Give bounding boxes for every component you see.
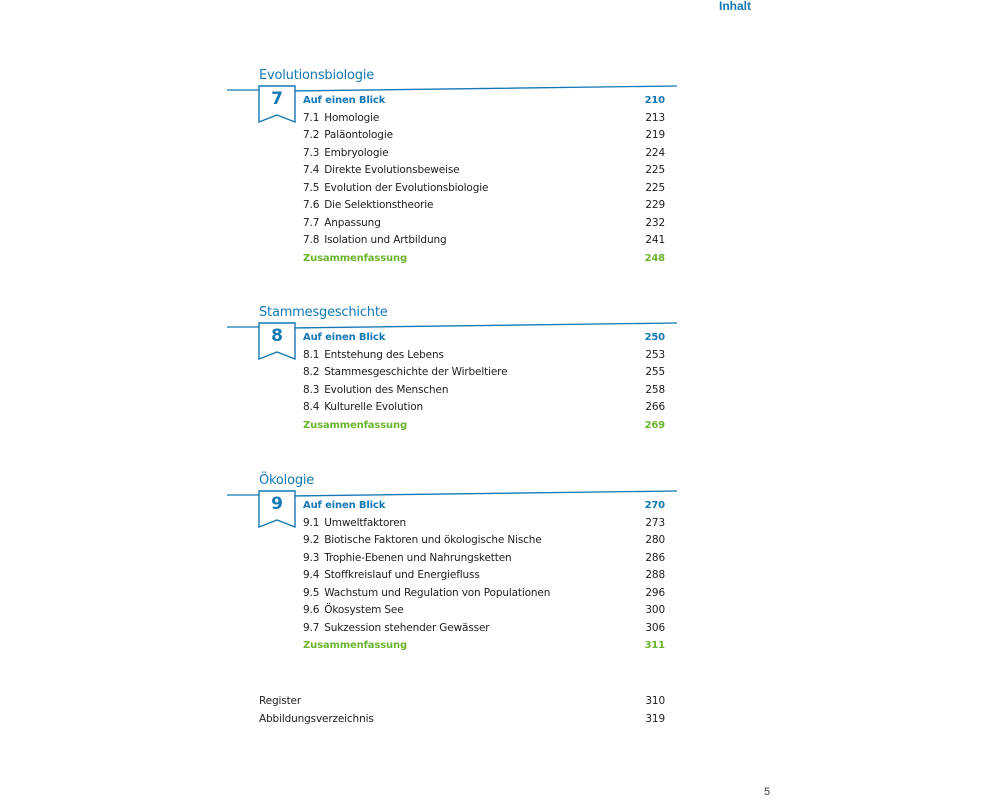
chapter-number: 7 — [271, 89, 283, 109]
entry-label: Auf einen Blick — [303, 332, 386, 343]
appendix-entry-figures[interactable] — [259, 711, 665, 729]
toc-intro-entry[interactable] — [303, 92, 665, 110]
entry-page: 210 — [644, 95, 665, 106]
entry-number: 8.2 — [303, 366, 320, 378]
toc-intro-entry[interactable] — [303, 329, 665, 347]
toc-entry[interactable] — [303, 110, 665, 128]
toc-entry[interactable] — [303, 180, 665, 198]
entry-page: 296 — [645, 586, 665, 599]
entry-label: Umweltfaktoren — [324, 516, 407, 529]
entry-label: Die Selektionstheorie — [324, 199, 434, 211]
entry-label: Zusammenfassung — [303, 252, 407, 264]
page-number: 5 — [764, 786, 771, 798]
entry-number: 8.3 — [303, 383, 320, 396]
entry-page: 310 — [645, 695, 665, 707]
entry-page: 250 — [644, 332, 665, 343]
entry-number: 9.7 — [303, 621, 320, 634]
toc-entry[interactable] — [303, 620, 665, 638]
entry-number: 8.1 — [303, 348, 320, 361]
toc-intro-entry[interactable] — [303, 497, 665, 515]
toc-entry[interactable] — [303, 382, 665, 400]
entry-label: Biotische Faktoren und ökologische Nische — [324, 534, 542, 546]
entry-page: 225 — [645, 181, 665, 194]
entry-number: 9.6 — [303, 604, 320, 616]
entry-page: 258 — [645, 383, 665, 396]
entry-label: Sukzession stehender Gewässer — [324, 621, 490, 634]
entry-page: 255 — [645, 366, 665, 378]
entry-label: Wachstum und Regulation von Populationen — [324, 586, 551, 599]
entry-number: 7.7 — [303, 216, 320, 229]
toc-entry[interactable] — [303, 550, 665, 568]
appendix-entry-register[interactable] — [259, 693, 665, 711]
toc-entry[interactable] — [303, 515, 665, 533]
entry-page: 253 — [645, 348, 665, 361]
toc-summary-entry[interactable] — [303, 250, 665, 268]
entry-page: 269 — [644, 419, 665, 431]
entry-page: 286 — [645, 551, 665, 564]
chapter-title[interactable]: Evolutionsbiologie — [259, 68, 375, 83]
entry-number: 7.4 — [303, 164, 320, 176]
entry-page: 270 — [644, 500, 665, 511]
toc-entry[interactable] — [303, 602, 665, 620]
entry-label: Kulturelle Evolution — [324, 401, 424, 413]
entry-label: Ökosystem See — [324, 604, 404, 616]
toc-entry[interactable] — [303, 162, 665, 180]
entry-label: Auf einen Blick — [303, 500, 386, 511]
toc-entry-list — [303, 92, 665, 267]
entry-number: 9.2 — [303, 534, 320, 546]
entry-number: 7.2 — [303, 129, 320, 141]
entry-label: Evolution des Menschen — [324, 383, 449, 396]
toc-entry-list — [303, 329, 665, 434]
toc-summary-entry[interactable] — [303, 417, 665, 435]
appendix-list — [259, 693, 665, 728]
entry-page: 288 — [645, 569, 665, 581]
toc-entry-list — [303, 497, 665, 655]
entry-page: 213 — [645, 111, 665, 124]
entry-number: 7.1 — [303, 111, 320, 124]
entry-label: Stoffkreislauf und Energiefluss — [324, 569, 480, 581]
entry-page: 219 — [645, 129, 665, 141]
toc-entry[interactable] — [303, 567, 665, 585]
toc-entry[interactable] — [303, 364, 665, 382]
chapter-number: 9 — [271, 494, 283, 514]
toc-entry[interactable] — [303, 145, 665, 163]
chapter-title[interactable]: Stammesgeschichte — [259, 305, 388, 320]
entry-number: 9.4 — [303, 569, 320, 581]
entry-number: 9.3 — [303, 551, 320, 564]
entry-page: 311 — [644, 640, 665, 651]
entry-label: Paläontologie — [324, 129, 393, 141]
toc-entry[interactable] — [303, 232, 665, 250]
entry-label: Embryologie — [324, 146, 389, 159]
entry-page: 319 — [645, 712, 665, 725]
entry-number: 8.4 — [303, 401, 320, 413]
toc-entry[interactable] — [303, 127, 665, 145]
chapter-block — [0, 68, 1000, 278]
entry-page: 248 — [644, 252, 665, 264]
toc-entry[interactable] — [303, 399, 665, 417]
entry-page: 300 — [645, 604, 665, 616]
toc-entry[interactable] — [303, 532, 665, 550]
chapter-block — [0, 305, 1000, 445]
entry-label: Zusammenfassung — [303, 419, 407, 431]
toc-entry[interactable] — [303, 215, 665, 233]
entry-label: Auf einen Blick — [303, 95, 386, 106]
entry-page: 266 — [645, 401, 665, 413]
entry-number: 7.3 — [303, 146, 320, 159]
toc-entry[interactable] — [303, 585, 665, 603]
entry-page: 229 — [645, 199, 665, 211]
entry-label: Register — [259, 695, 302, 707]
entry-page: 241 — [645, 234, 665, 246]
entry-page: 306 — [645, 621, 665, 634]
toc-summary-entry[interactable] — [303, 637, 665, 655]
chapter-number: 8 — [271, 326, 283, 346]
entry-label: Isolation und Artbildung — [324, 234, 447, 246]
chapter-block — [0, 473, 1000, 663]
entry-page: 224 — [645, 146, 665, 159]
entry-label: Entstehung des Lebens — [324, 348, 444, 361]
entry-label: Abbildungsverzeichnis — [259, 712, 374, 725]
section-header-label: Inhalt — [719, 0, 751, 13]
entry-number: 9.1 — [303, 516, 320, 529]
entry-number: 7.8 — [303, 234, 320, 246]
entry-page: 273 — [645, 516, 665, 529]
entry-label: Anpassung — [324, 216, 381, 229]
entry-label: Direkte Evolutionsbeweise — [324, 164, 460, 176]
entry-number: 9.5 — [303, 586, 320, 599]
entry-number: 7.5 — [303, 181, 320, 194]
entry-label: Homologie — [324, 111, 380, 124]
entry-label: Stammesgeschichte der Wirbeltiere — [324, 366, 508, 378]
entry-page: 232 — [645, 216, 665, 229]
entry-number: 7.6 — [303, 199, 320, 211]
entry-label: Trophie-Ebenen und Nahrungsketten — [324, 551, 512, 564]
entry-page: 225 — [645, 164, 665, 176]
toc-entry[interactable] — [303, 347, 665, 365]
entry-label: Zusammenfassung — [303, 640, 407, 651]
toc-entry[interactable] — [303, 197, 665, 215]
entry-page: 280 — [645, 534, 665, 546]
entry-label: Evolution der Evolutionsbiologie — [324, 181, 489, 194]
chapter-title[interactable]: Ökologie — [259, 473, 315, 488]
